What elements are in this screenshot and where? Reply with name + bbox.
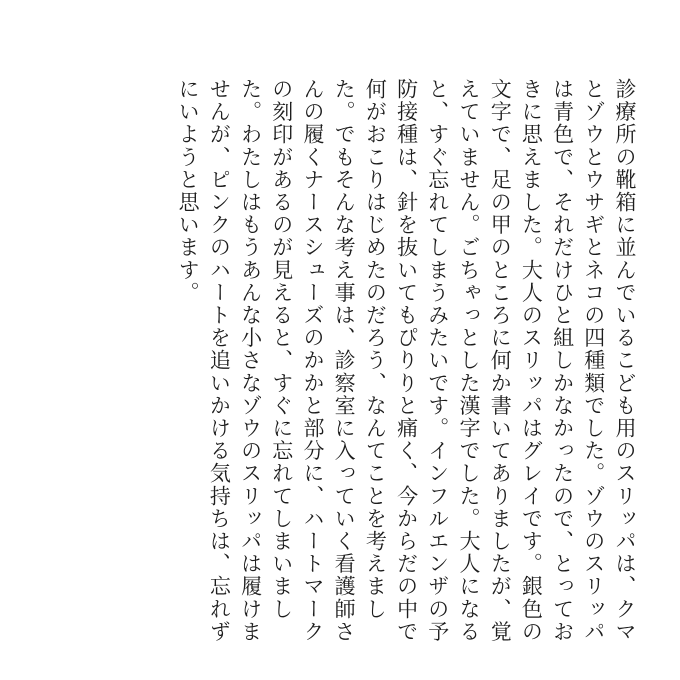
text-column: とゾウとウサギとネコの四種類でした。ゾウのスリッパ — [581, 78, 606, 643]
text-column: えていません。ごちゃっとした漢字でした。大人になる — [456, 78, 481, 643]
text-column: せんが、ピンクのハートを追いかける気持ちは、忘れず — [207, 78, 232, 643]
text-column: は青色で、それだけひと組しかなかったので、とってお — [550, 78, 575, 643]
text-column: 文字で、足の甲のところに何か書いてありましたが、覚 — [488, 78, 513, 643]
text-column: た。わたしはもうあんな小さなゾウのスリッパは履けま — [238, 78, 263, 643]
text-column: 診療所の靴箱に並んでいるこども用のスリッパは、クマ — [613, 78, 637, 643]
text-column: 何がおこりはじめたのだろう、なんてことを考えまし — [363, 78, 388, 621]
text-column: にいようと思います。 — [176, 78, 201, 304]
text-column: と、すぐ忘れてしまうみたいです。インフルエンザの予 — [425, 78, 450, 643]
text-column: 防接種は、針を抜いてもぴりりと痛く、今からだの中で — [394, 78, 419, 643]
text-column: んの履くナースシューズのかかと部分に、ハートマーク — [300, 78, 325, 643]
text-column: の刻印があるのが見えると、すぐに忘れてしまいまし — [269, 78, 294, 621]
text-column: た。でもそんな考え事は、診察室に入っていく看護師さ — [332, 78, 357, 643]
text-column: きに思えました。大人のスリッパはグレイです。銀色の — [519, 78, 544, 643]
vertical-text-passage — [172, 78, 640, 643]
